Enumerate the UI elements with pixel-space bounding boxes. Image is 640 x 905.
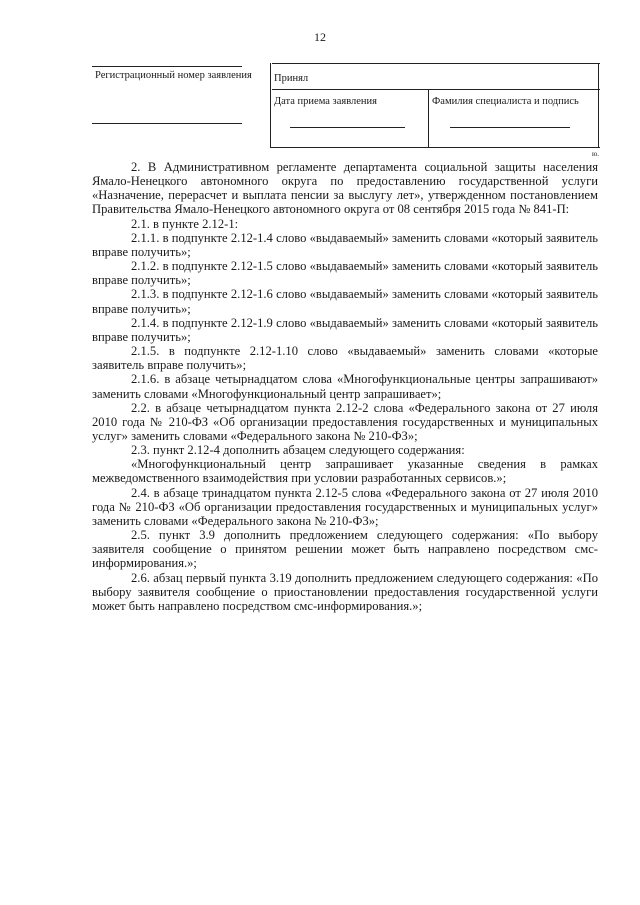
paragraph: 2.1.1. в подпункте 2.12-1.4 слово «выдаваемый» заменить словами «который заявитель вправе получить»; bbox=[92, 230, 598, 259]
paragraph: 2. В Административном регламенте департамента социальной защиты населения Ямало-Ненецкого автономного округа по предоставлению государственной услуги «Назначение, перерасчет и выплата пенсии за выслугу лет», утвержденном постановлением Правительства Ямало-Ненецкого автономного округа от 08 сентября 2015 года № 841-П: bbox=[92, 160, 598, 217]
paragraph: 2.1.6. в абзаце четырнадцатом слова «Многофункциональные центры запрашивают» заменить словами «Многофункциональный центр запрашивает»; bbox=[92, 372, 598, 401]
form-bottom-line bbox=[270, 147, 600, 148]
form-right-border bbox=[598, 63, 599, 148]
registration-number-label: Регистрационный номер заявления bbox=[95, 70, 252, 81]
form-left-border bbox=[270, 63, 271, 148]
form-middle-divider bbox=[428, 89, 429, 148]
paragraph: 2.1.3. в подпункте 2.12-1.6 слово «выдаваемый» заменить словами «который заявитель вправе получить»; bbox=[92, 287, 598, 316]
paragraph: 2.2. в абзаце четырнадцатом пункта 2.12-2 слова «Федерального закона от 27 июля 2010 года № 210-ФЗ «Об организации предоставления государственных и муниципальных услуг» заменить словами «Федерального закона № 210-ФЗ»; bbox=[92, 400, 598, 443]
form-date-line bbox=[290, 127, 405, 128]
paragraph: 2.1.4. в подпункте 2.12-1.9 слово «выдаваемый» заменить словами «который заявитель вправе получить»; bbox=[92, 315, 598, 344]
form-top-line bbox=[272, 63, 600, 64]
document-body bbox=[92, 160, 598, 613]
specialist-signature-label: Фамилия специалиста и подпись bbox=[432, 96, 579, 107]
paragraph: 2.1. в пункте 2.12-1: bbox=[131, 216, 239, 231]
corner-mark: ю. bbox=[592, 150, 599, 158]
paragraph: 2.6. абзац первый пункта 3.19 дополнить предложением следующего содержания: «По выбору заявителя сообщение о приостановлении предоставления государственной услуги может быть направлено посредством смс-информирования.»; bbox=[92, 570, 598, 613]
paragraph: 2.4. в абзаце тринадцатом пункта 2.12-5 слова «Федерального закона от 27 июля 2010 года № 210-ФЗ «Об организации предоставления государственных и муниципальных услуг» заменить словами «Федерального закона № 210-ФЗ»; bbox=[92, 485, 598, 528]
form-mid-line bbox=[272, 89, 600, 90]
paragraph: 2.1.5. в подпункте 2.12-1.10 слово «выдаваемый» заменить словами «которые заявитель вправе получить»; bbox=[92, 344, 598, 373]
paragraph: 2.1.2. в подпункте 2.12-1.5 слово «выдаваемый» заменить словами «который заявитель вправе получить»; bbox=[92, 259, 598, 288]
paragraph: 2.3. пункт 2.12-4 дополнить абзацем следующего содержания: bbox=[131, 443, 465, 458]
paragraph: «Многофункциональный центр запрашивает указанные сведения в рамках межведомственного взаимодействия при условии разработанных сервисов.»; bbox=[92, 457, 598, 486]
paragraph: 2.5. пункт 3.9 дополнить предложением следующего содержания: «По выбору заявителя сообщение о принятом решении может быть направлено посредством смс-информирования.»; bbox=[92, 528, 598, 571]
accepted-label: Принял bbox=[274, 73, 309, 84]
date-received-label: Дата приема заявления bbox=[274, 96, 377, 107]
page-number: 12 bbox=[314, 30, 326, 44]
form-specialist-line bbox=[450, 127, 570, 128]
form-reg-number-line bbox=[92, 123, 242, 124]
form-top-left-line bbox=[92, 66, 242, 67]
